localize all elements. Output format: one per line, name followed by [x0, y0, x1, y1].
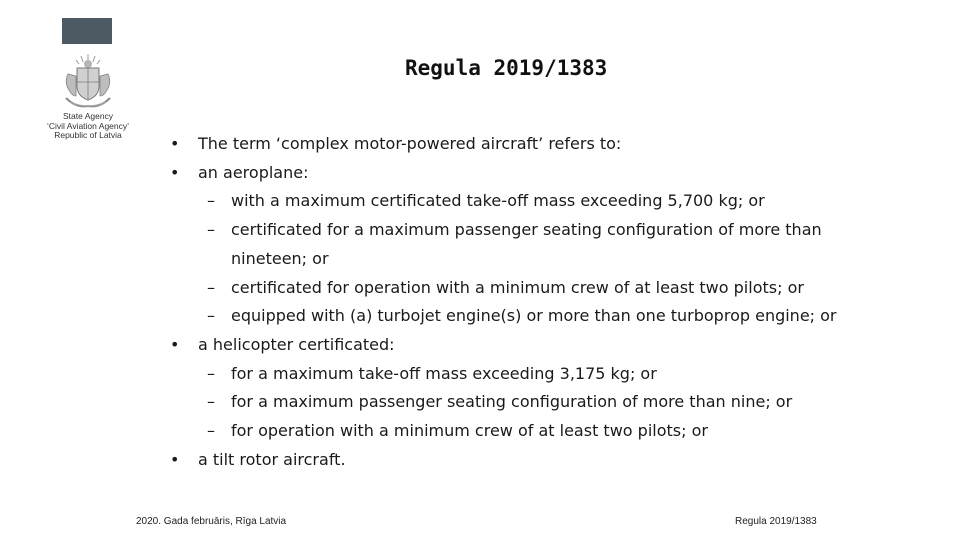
bullet-marker: • — [170, 334, 180, 354]
footer-title: Regula 2019/1383 — [735, 516, 817, 527]
sub-bullet-item — [170, 187, 870, 216]
bullet-item — [170, 331, 870, 360]
footer-date: 2020. Gada februāris, Rīga Latvia — [136, 516, 287, 527]
bullet-item — [170, 159, 870, 188]
sub-bullet-item — [170, 388, 870, 417]
bullet-marker: • — [170, 449, 180, 469]
dash-marker: – — [207, 306, 215, 326]
bullet-text: an aeroplane: — [198, 162, 309, 182]
bullet-marker: • — [170, 162, 180, 182]
agency-name-line: ‘Civil Aviation Agency’ — [46, 120, 130, 131]
bullet-text: with a maximum certificated take-off mass exceeding 5,700 kg; or — [231, 191, 765, 211]
bullet-marker: • — [170, 134, 180, 153]
bullet-text: The term ‘complex motor-powered aircraft’ refers to: — [198, 134, 622, 153]
dash-marker: – — [207, 277, 215, 297]
bullet-text: a tilt rotor aircraft. — [198, 449, 346, 469]
agency-name-line: State Agency — [62, 111, 114, 121]
bullet-list — [170, 130, 870, 474]
bullet-text: certificated for a maximum passenger seating configuration of more than — [231, 220, 822, 240]
bullet-item — [170, 446, 870, 475]
coat-of-arms-icon — [60, 52, 116, 110]
dash-marker: – — [207, 421, 215, 441]
sub-bullet-item — [170, 302, 870, 331]
agency-name — [34, 112, 142, 141]
bullet-text: for a maximum take-off mass exceeding 3,175 kg; or — [231, 363, 657, 383]
bullet-text: for a maximum passenger seating configuration of more than nine; or — [231, 392, 793, 412]
bullet-item — [170, 130, 870, 159]
dash-marker: – — [207, 220, 215, 240]
bullet-text: equipped with (a) turbojet engine(s) or more than one turboprop engine; or — [231, 306, 837, 326]
slide-title: Regula 2019/1383 — [405, 56, 608, 80]
bullet-text: certificated for operation with a minimum crew of at least two pilots; or — [231, 277, 804, 297]
dash-marker: – — [207, 363, 215, 383]
agency-logo — [34, 52, 142, 144]
sub-bullet-item — [170, 274, 870, 303]
dash-marker: – — [207, 392, 215, 412]
sub-bullet-item — [170, 216, 870, 273]
agency-name-line: Republic of Latvia — [54, 130, 122, 140]
bullet-text: a helicopter certificated: — [198, 334, 395, 354]
header-color-block — [62, 18, 112, 44]
bullet-text: nineteen; or — [231, 248, 329, 268]
sub-bullet-item — [170, 360, 870, 389]
bullet-text: for operation with a minimum crew of at least two pilots; or — [231, 421, 708, 441]
dash-marker: – — [207, 191, 215, 211]
sub-bullet-item — [170, 417, 870, 446]
